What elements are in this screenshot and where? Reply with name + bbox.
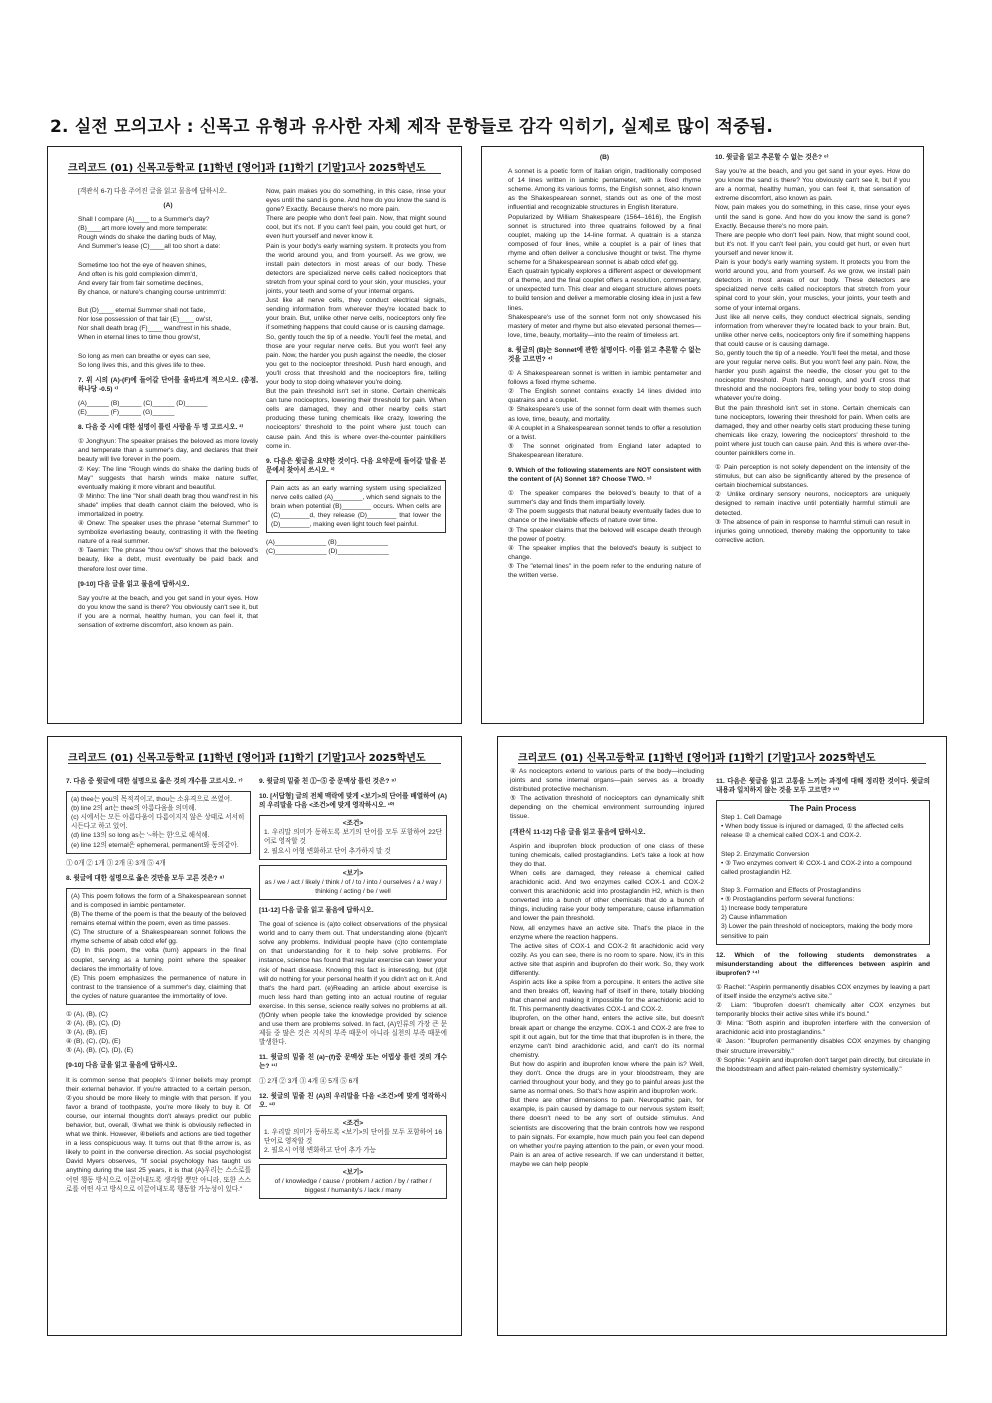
- statement-box: (A) This poem follows the form of a Shakespearean sonnet and is composed in iambic pentameter. (B) The theme of the poem is that the beauty of the beloved remains eternal within the poem, even as time passes. (C) The structure of a Shakespearean sonnet follows the rhyme scheme of abab cdcd efef gg. (D) In this poem, the volta (turn) appears in the final couplet, serving as a turning point where the speaker declares the immortality of love. (E) This poem emphasizes the permanence of nature in contrast to the transience of a summer's day, claiming that the cycles of nature guarantee the immortality of love.: [66, 888, 251, 1005]
- instruction: [객관식 6-7] 다음 주어진 글을 읽고 물음에 답하시오.: [78, 188, 227, 195]
- condition-title: <조건>: [342, 820, 364, 828]
- exam-header: 크리코드 (01) 신목고등학교 [1]학년 [영어]과 [1]학기 [기말]고사 2025학년도: [68, 749, 441, 764]
- sheet2-left-column: [508, 153, 701, 719]
- exam-sheet-2: [481, 146, 924, 724]
- question-12: 12. Which of the following students demonstrates a misunderstanding about the differences between aspirin and ibuprofen? ¹⁴⁾: [716, 951, 930, 977]
- question-10: 10. 윗글을 읽고 추론할 수 없는 것은? ⁶⁾: [715, 154, 829, 161]
- passage-text: The goal of science is (a)to collect observations of the physical world and to carry them out. That understanding alone (b)can't solve any problems. Individual people have (c)to contemplate on that understanding for it to help solve problems. For instance, science has found that regular exercise can lower your risk of heart disease. Knowing this fact is interesting, but (d)it will do nothing for your personal health if you didn't act on it. And that's the hard part. (e)Reading an article about exercise is much less hard than getting into an actual routine of regular exercise. In this sense, science really solves no problems at all. (f)Only when people take the knowledge provided by science and use them are problems solved. In fact, (A)인류의 가장 큰 문제들 중 많은 것은 지식의 부족 때문이 아니라 실천의 부족 때문에 발생한다.: [259, 921, 447, 1047]
- question-11: 11. 윗글의 밑줄 친 (a)~(f)중 문맥상 또는 어법상 틀린 것의 개수는? ¹¹⁾: [259, 1054, 447, 1071]
- word-box: [259, 1164, 447, 1199]
- question-7: 7. 다음 중 윗글에 대한 설명으로 옳은 것의 개수를 고르시오. ⁷⁾: [66, 778, 243, 785]
- question-12-options: ① Rachel: "Aspirin permanently disables COX enzymes by leaving a part of itself inside the enzyme's active site." ② Liam: "Ibuprofen doesn't chemically alter COX enzymes but temporarily blocks their active sites while it's bound." ③ Mina: "Both aspirin and ibuprofen interfere with the conversion of arachidonic acid into prostaglandins." ④ Jason: "Ibuprofen permanently disables COX enzymes by changing their structure irreversibly." ⑤ Sophie: "Aspirin and ibuprofen don't target pain directly, but circulate in the bloodstream and affect pain-related chemistry systemically.": [716, 983, 930, 1073]
- question-8-options: ① Jonghyun: The speaker praises the beloved as more lovely and temperate than a summer's day, and declares that their beauty will live forever in the poem. ② Key: The line "Rough winds do shake the darling buds of May" suggests that harsh winds make nature suffer, eventually making it more vibrant and beautiful. ③ Minho: The line "Nor shall death brag thou wand'rest in his shade" implies that death cannot claim the beloved, who is immortalized in poetry. ④ Onew: The speaker uses the phrase "eternal Summer" to symbolize everlasting beauty, contrasting it with the fleeting nature of a real summer. ⑤ Taemin: The phrase "thou ow'st" shows that the beloved's beauty, like a debt, must eventually be paid back and therefore lost over time.: [78, 438, 258, 573]
- condition-box: [259, 1115, 447, 1159]
- statement-box: (a) thee는 you의 목적격이고, thou는 소유격으로 쓰였어. (b) line 2의 art는 thee의 아름다움을 의미해. (c) 시에서는 모든 아름다움이 다름이지지 않은 상태로 서서히 시든다고 하고 있어. (d) line 13의 so long as는 '~하는 한'으로 해석해. (e) line 12의 eternal은 ephemeral, permanent와 동의같아.: [66, 791, 251, 854]
- instruction: [9-10] 다음 글을 읽고 물음에 답하시오.: [66, 1062, 178, 1070]
- question-options: ④ As nociceptors extend to various parts of the body—including joints and some internal organs—pain serves as a broadly distributed protective mechanism. ⑤ The activation threshold of nociceptors can dynamically shift depending on the chemical environment surrounding injured tissue.: [510, 768, 704, 821]
- passage-text: Say you're at the beach, and you get sand in your eyes. How do you know the sand is there? You obviously can't see it, but if you are a normal, healthy human, you can feel it, that sensation of extreme discomfort, also known as pain.: [78, 594, 258, 630]
- exam-sheet-1: [47, 146, 462, 724]
- word-box-title: <보기>: [342, 869, 364, 877]
- pain-process-title: The Pain Process: [789, 804, 857, 814]
- answer-options: ① 2개 ② 3개 ③ 4개 ④ 5개 ⑤ 6개: [259, 1077, 359, 1085]
- question-10-options: ① Pain perception is not solely dependent on the intensity of the stimulus, but can also be significantly altered by the presence of certain biochemical substances. ② Unlike ordinary sensory neurons, nociceptors are uniquely designed to remain inactive until potentially harmful stimuli are detected. ③ The absence of pain in response to harmful stimuli can result in injuries going unnoticed, thereby making the opportunity to take corrective action.: [715, 464, 910, 544]
- question-8-options: ① A Shakespearean sonnet is written in iambic pentameter and follows a fixed rhyme scheme. ② The English sonnet contains exactly 14 lines divided into quatrains and a couplet. ③ Shakespeare's use of the sonnet form dealt with themes such as love, time, beauty, and mortality. ④ A couplet in a Shakespearean sonnet tends to offer a resolution or a twist. ⑤ The sonnet originated from England later adapted to Shakespearean literature.: [508, 370, 701, 459]
- page-heading: 2. 실전 모의고사 : 신목고 유형과 유사한 자체 제작 문항들로 감각 익히기, 실제로 많이 적중됨.: [50, 117, 774, 137]
- question-7: 7. 위 시의 (A)-(F)에 들어갈 단어를 올바르게 적으시오. (총점, 하나당 -0.5) ¹⁾: [78, 376, 258, 393]
- answer-blanks: (A)______ (B)______ (C)______ (D)______ (E)______ (F)______ (G)______: [78, 399, 208, 417]
- sheet3-right-column: [259, 777, 447, 1329]
- sheet1-right-column: [266, 187, 446, 717]
- condition-box: [259, 815, 447, 859]
- passage-label: (B): [599, 154, 610, 161]
- question-9: 9. Which of the following statements are NOT consistent with the content of (A) Sonnet 18? Choose TWO. ⁵⁾: [508, 467, 701, 484]
- passage-text: A sonnet is a poetic form of Italian origin, traditionally composed of 14 lines written in iambic pentameter, with a fixed rhyme scheme. Among its various forms, the English sonnet, also known as the Shakespearean sonnet, stands out as one of the most influential and recognizable structures in English literature. Popularized by William Shakespeare (1564–1616), the English sonnet is structured into three quatrains followed by a final couplet, making up the 14-line format. A quatrain is a stanza composed of four lines, while a couplet is a pair of lines that rhyme and often deliver a conclusive thought or twist. The rhyme scheme for a Shakespearean sonnet is abab cdcd efef gg. Each quatrain typically explores a different aspect or development of a theme, and the final couplet offers a resolution, commentary, or unexpected turn. This clear and elegant structure allows poets to build tension and deliver a memorable closing idea in just a few lines. Shakespeare's use of the sonnet form not only showcased his mastery of meter and rhyme but also elevated personal themes—love, time, beauty, mortality—into the realm of timeless art.: [508, 168, 701, 339]
- answer-blanks: (A)______________ (B)______________ (C)______________ (D)______________: [266, 539, 389, 556]
- question-12: 12. 윗글의 밑줄 친 (A)의 우리말을 다음 <조건>에 맞게 영작하시오. ¹²⁾: [259, 1092, 447, 1109]
- question-8: 8. 윗글에 대한 설명으로 옳은 것만을 모두 고른 것은? ⁸⁾: [66, 874, 225, 882]
- word-box: [259, 865, 447, 900]
- question-11: 11. 다음은 윗글을 읽고 고통을 느끼는 과정에 대해 정리한 것이다. 윗글의 내용과 일치하지 않는 것을 모두 고르면? ¹³⁾: [716, 778, 930, 795]
- sheet4-right-column: [716, 777, 930, 1329]
- instruction: [객관식 11-12] 다음 글을 읽고 물음에 답하시오.: [510, 828, 646, 836]
- sheet3-left-column: [66, 777, 251, 1329]
- passage-label: (A): [163, 202, 173, 210]
- question-9-options: ① The speaker compares the beloved's beauty to that of a summer's day and finds them impartially lovely. ② The poem suggests that natural beauty eventually fades due to chance or the inevitable effects of nature over time. ③ The speaker claims that the beloved will escape death through the power of poetry. ④ The speaker implies that the beloved's beauty is subject to change. ⑤ The "eternal lines" in the poem refer to the enduring nature of the written verse.: [508, 490, 701, 580]
- question-8: 8. 윗글의 (B)는 Sonnet에 관한 설명이다. 이를 읽고 추론할 수 없는 것을 고르면? ⁴⁾: [508, 346, 701, 363]
- instruction: [11-12] 다음 글을 읽고 물음에 답하시오.: [259, 906, 374, 914]
- instruction: [9-10] 다음 글을 읽고 물음에 답하시오.: [78, 580, 190, 588]
- answer-options: ① (A), (B), (C) ② (A), (B), (C), (D) ③ (A), (B), (E) ④ (B), (C), (D), (E) ⑤ (A), (B), (C), (D), (E): [66, 1010, 134, 1055]
- condition-text: 1. 우리말 의미가 동하도록 <보기>의 단어를 모두 포함하여 16단어로 영작할 것 2. 필요시 어형 변화하고 단어 추가 가능: [264, 1128, 442, 1155]
- passage-text: Say you're at the beach, and you get sand in your eyes. How do you know the sand is there? You obviously can't see it, but if you are a normal, healthy human, you can feel it, that sensation of extreme discomfort, also known as pain. Now, pain makes you do something, in this case, rinse your eyes until the sand is gone. And how do you know the sand is gone? Exactly. Because there's no more pain. There are people who don't feel pain. Now, that might sound cool, but it's not. If you can't feel pain, you could get hurt, or even hurt yourself and never know it. Pain is your body's early warning system. It protects you from the world around you, and from yourself. As we grow, we install pain detectors in most areas of our body. These detectors are specialized nerve cells called nociceptors that stretch from your spinal cord to your skin, your muscles, your joints, your teeth and some of your internal organs. Just like all nerve cells, they conduct electrical signals, sending information from wherever they're located back to your brain. But, unlike other nerve cells, nociceptors only fire if something happens that could cause or is causing damage. So, gently touch the tip of a needle. You'll feel the metal, and those are your regular nerve cells. But you won't feel any pain. Now, the harder you push against the needle, the closer you get to the nociceptor threshold. Push hard enough, and you'll cross that threshold and the nociceptors fire, telling your body to stop doing whatever you're doing. But the pain threshold isn't set in stone. Certain chemicals can tune nociceptors, lowering their threshold for pain. When cells are damaged, they and other nearby cells start producing these tuning chemicals like crazy, lowering the nociceptors' threshold to the point where just touch can cause pain. And this is where over-the-counter painkillers come in.: [715, 168, 910, 457]
- sheet1-left-column: [78, 187, 258, 717]
- exam-sheet-4: [497, 736, 947, 1336]
- word-box-text: of / knowledge / cause / problem / action / by / rather / biggest / humanity's / lack / many: [274, 1178, 432, 1195]
- exam-header: 크리코드 (01) 신목고등학교 [1]학년 [영어]과 [1]학기 [기말]고사 2025학년도: [68, 159, 441, 174]
- condition-text: 1. 우리말 의미가 동하도록 보기의 단어를 모두 포함하여 22단어로 영작할 것 2. 필요시 어형 변화하고 단어 추가하지 말 것: [264, 829, 442, 855]
- word-box-text: as / we / act / likely / think / of / to / into / ourselves / a / way / thinking / acting / be / well: [264, 878, 442, 895]
- poem-text: Shall I compare (A)____ to a Summer's day? (B)____art more lovely and more temperate: Rough winds do shake the darling buds of May, And Summer's lease (C)____all too short a date: Sometime too hot the eye of heaven shines, And often is his gold complexion dimm'd, And every fair from fair sometime declines, By chance, or nature's changing course untrimm'd: But (D)____ eternal Summer shall not fade, Nor lose possession of that fair (E)____ ow'st, Nor shall death brag (F)____ wand'rest in his shade, When in eternal lines to time thou grow'st, So long as men can breathe or eyes can see, So long lives this, and this gives life to thee.: [78, 216, 231, 369]
- sheet2-right-column: [715, 153, 910, 719]
- sheet4-left-column: [510, 767, 704, 1329]
- question-9: 9. 다음은 윗글을 요약한 것이다. 다음 요약문에 들어갈 말을 본문에서 찾아서 쓰시오. ³⁾: [266, 457, 446, 474]
- passage-text: Now, pain makes you do something, in this case, rinse your eyes until the sand is gone. And how do you know the sand is gone? Exactly. Because there's no more pain. There are people who don't feel pain. Now, that might sound cool, but it's not. If you can't feel pain, you could get hurt, or even hurt yourself and never know it. Pain is your body's early warning system. It protects you from the world around you, and from yourself. As we grow, we install pain detectors in most areas of our body. These detectors are specialized nerve cells called nociceptors that stretch from your spinal cord to your skin, your muscles, your joints, your teeth and some of your internal organs. Just like all nerve cells, they conduct electrical signals, sending information from wherever they're located back to your brain. But, unlike other nerve cells, nociceptors only fire if something happens that could cause or is causing damage. So, gently touch the tip of a needle. You'll feel the metal, and those are your regular nerve cells. But you won't feel any pain. Now, the harder you push against the needle, the closer you get to the nociceptor threshold. Push hard enough, and you'll cross that threshold and the nociceptors fire, telling your body to stop doing whatever you're doing. But the pain threshold isn't set in stone. Certain chemicals can tune nociceptors, lowering their threshold for pain. When cells are damaged, they and other nearby cells start producing these tuning chemicals like crazy, lowering the nociceptors' threshold to the point where just touch can cause pain. And this is where over-the-counter painkillers come in.: [266, 188, 446, 450]
- question-8: 8. 다음 중 시에 대한 설명이 틀린 사람을 두 명 고르시오. ²⁾: [78, 424, 244, 432]
- word-box-title: <보기>: [342, 1169, 364, 1177]
- passage-text: Aspirin and ibuprofen block production of one class of these tuning chemicals, called prostaglandins. Let's take a look at how they do that. When cells are damaged, they release a chemical called arachidonic acid. And two enzymes called COX-1 and COX-2 convert this arachidonic acid into prostaglandin H2, which is then converted into a bunch of other chemicals that do a bunch of things, including raise your body temperature, cause inflammation and lower the pain threshold. Now, all enzymes have an active site. That's the place in the enzyme where the reaction happens. The active sites of COX-1 and COX-2 fit arachidonic acid very cozily. As you can see, there is no room to spare. Now, it's in this active site that aspirin and ibuprofen do their work. So, they work differently. Aspirin acts like a spike from a porcupine. It enters the active site and then breaks off, leaving half of itself in there, totally blocking that channel and making it impossible for the arachidonic acid to fit. This permanently deactivates COX-1 and COX-2. Ibuprofen, on the other hand, enters the active site, but doesn't break apart or change the enzyme. COX-1 and COX-2 are free to spit it out again, but for the time that that ibuprofen is in there, the enzyme can't bind arachidonic acid, and can't do its normal chemistry. But how do aspirin and ibuprofen know where the pain is? Well, they don't. Once the drugs are in your bloodstream, they are carried throughout your body, and they go to painful areas just the same as normal ones. So that's how aspirin and ibuprofen work. But there are other dimensions to pain. Neuropathic pain, for example, is pain caused by damage to our nervous system itself; there doesn't need to be any sort of outside stimulus. And scientists are discovering that the brain controls how we respond to pain signals. For example, how much pain you feel can depend on whether you're paying attention to the pain, or even your mood. Pain is an area of active research. If we can understand it better, maybe we can help people: [510, 842, 704, 1168]
- pain-process-box: [716, 800, 930, 944]
- condition-title: <조건>: [342, 1119, 364, 1127]
- exam-header: 크리코드 (01) 신목고등학교 [1]학년 [영어]과 [1]학기 [기말]고사 2025학년도: [518, 749, 926, 764]
- passage-text: It is common sense that people's ①inner beliefs may prompt their external behavior. If you're attracted to a certain person, ②you should be more likely to mingle with that person. If you favor a brand of toothpaste, you're more likely to buy it. Of course, our internal thoughts don't always predict our public behavior, but, overall, ③what we think is obviously reflected in what we think. However, ④beliefs and actions are tied together in a less conspicuous way. It turns out that ⑤the arrow is, as likely to point in the converse direction. As social psychologist David Myers observes, "If social psychology has taught us anything during the last 25 years, it is that (A)우리는 스스로를 어떤 행동 방식으로 이끌어내도록 생각할 뿐만 아니라, 또한 스스로를 어떤 사고 방식으로 이끌어내도록 행동할 가능성이 있다.": [66, 1076, 251, 1193]
- question-10: 10. [서답형] 글의 전체 맥락에 맞게 <보기>의 단어를 배열하여 (A)의 우리말을 다음 <조건>에 맞게 영작하시오. ¹⁰⁾: [259, 793, 447, 810]
- answer-options: ① 0개 ② 1개 ③ 2개 ④ 3개 ⑤ 4개: [66, 859, 166, 867]
- exam-sheet-3: [47, 736, 462, 1336]
- pain-process-steps: Step 1. Cell Damage • When body tissue is injured or damaged, ① the affected cells release ② a chemical called COX-1 and COX-2. Step 2. Enzymatic Conversion • ③ Two enzymes convert ④ COX-1 and COX-2 into a compound called prostaglandin H2. Step 3. Formation and Effects of Prostaglandins • ⑤ Prostaglandins perform several functions: 1) Increase body temperature 2) Cause inflammation 3) Lower the pain threshold of nociceptors, making the body more sensitive to pain: [721, 814, 913, 940]
- question-9: 9. 윗글의 밑줄 친 ①~⑤ 중 문맥상 틀린 것은? ⁹⁾: [259, 778, 396, 785]
- summary-box: Pain acts as an early warning system using specialized nerve cells called (A)________, which send signals to the brain when potential (B)________ occurs. When cells are (C)________d, they release (D)________ that lower the (D)________, making even light touch feel painful.: [266, 480, 446, 533]
